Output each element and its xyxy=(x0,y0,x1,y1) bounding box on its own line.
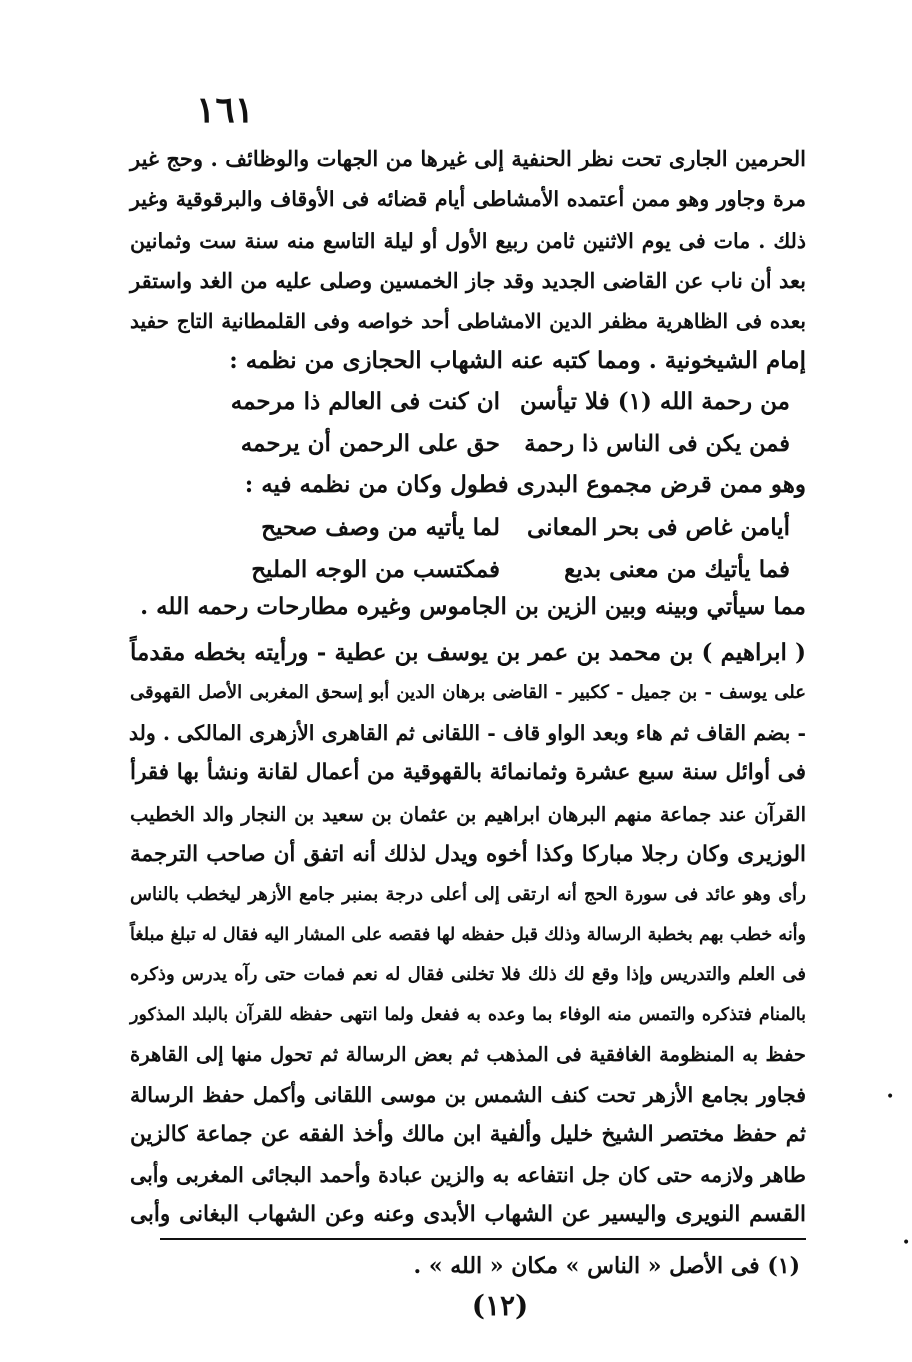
margin-speck-mark: • xyxy=(902,1235,911,1251)
entry-heading-line: ( ابراهيم ) بن محمد بن عمر بن يوسف بن عطية - ورأيته بخطه مقدماً xyxy=(130,639,806,666)
text-line: ذلك . مات فى يوم الاثنين ثامن ربيع الأول أو ليلة التاسع منه سنة ست وثمانين xyxy=(130,229,806,253)
signature-number: (١٢) xyxy=(471,1289,529,1322)
text-line: وأنه خطب بهم بخطبة الرسالة وذلك قبل حفظه لها فقصه على المشار اليه فقال له تبلغ مبلغاً xyxy=(130,925,806,945)
text-line: بعد أن ناب عن القاضى الجديد وقد جاز الخمسين وصلى عليه من الغد واستقر xyxy=(130,268,806,293)
text-line: ثم حفظ مختصر الشيخ خليل وألفية ابن مالك وأخذ الفقه عن جماعة كالزين xyxy=(130,1122,806,1147)
verse-second-hemistich: ان كنت فى العالم ذا مرحمه xyxy=(230,388,500,415)
verse-second-hemistich: حق على الرحمن أن يرحمه xyxy=(240,430,500,457)
text-line: وهو ممن قرض مجموع البدرى فطول وكان من نظمه فيه : xyxy=(244,471,806,498)
text-line: بالمنام فتذكره والتمس منه الوفاء بما وعده به ففعل ولما انتهى حفظه للقرآن بالبلد المذكور xyxy=(130,1005,806,1025)
verse-first-hemistich: فما يأتيك من معنى بديع xyxy=(564,556,790,583)
verse-second-hemistich: فمكتسب من الوجه المليح xyxy=(251,556,500,583)
text-line: الحرمين الجارى تحت نظر الحنفية إلى غيرها من الجهات والوظائف . وحج غير xyxy=(130,146,806,171)
text-line: القرآن عند جماعة منهم البرهان ابراهيم بن عثمان بن سعيد بن النجار والد الخطيب xyxy=(130,803,806,826)
text-line: فى العلم والتدريس وإذا وقع لك ذلك فلا تخلنى فقال له نعم فمات حتى رآه يدرس وذكره xyxy=(130,964,806,985)
text-line: الوزيرى وكان رجلا مباركا وكذا أخوه ويدل لذلك أنه اتفق أن صاحب الترجمة xyxy=(130,842,806,867)
verse-first-hemistich: من رحمة الله (١) فلا تيأسن xyxy=(519,388,790,415)
text-line: إمام الشيخونية . ومما كتبه عنه الشهاب الحجازى من نظمه : xyxy=(229,347,806,374)
text-line: طاهر ولازمه حتى كان جل انتفاعه به والزين عبادة وأحمد البجائى المغربى وأبى xyxy=(130,1163,806,1187)
margin-speck-mark: • xyxy=(886,1089,895,1105)
verse-row xyxy=(230,382,790,422)
verse-first-hemistich: فمن يكن فى الناس ذا رحمة xyxy=(524,431,790,457)
verse-row xyxy=(230,508,790,548)
verse-row xyxy=(230,424,790,464)
text-line: القسم النويرى واليسير عن الشهاب الأبدى وعنه وعن الشهاب البغانى وأبى xyxy=(130,1202,806,1227)
text-line: على يوسف - بن جميل - ككبير - القاضى برهان الدين أبو إسحق المغربى الأصل القهوقى xyxy=(130,682,806,703)
text-line: فى أوائل سنة سبع عشرة وثمانمائة بالقهوقية من أعمال لقانة ونشأ بها فقرأ xyxy=(130,760,806,785)
footnote-rule xyxy=(160,1238,806,1240)
text-line: رأى وهو عائد فى سورة الحج أنه ارتقى إلى أعلى درجة بمنبر جامع الأزهر ليخطب بالناس xyxy=(130,884,806,905)
text-line: حفظ به المنظومة الغافقية فى المذهب ثم بعض الرسالة ثم تحول منها إلى القاهرة xyxy=(130,1043,806,1066)
text-line: - بضم القاف ثم هاء وبعد الواو قاف - اللقانى ثم القاهرى الأزهرى المالكى . ولد xyxy=(128,721,806,745)
text-line: مرة وجاور وهو ممن أعتمده الأمشاطى أيام قضائه فى الأوقاف والبرقوقية وغير xyxy=(130,187,806,211)
verse-second-hemistich: لما يأتيه من وصف صحيح xyxy=(261,514,500,541)
page-number: ١٦١ xyxy=(196,89,255,131)
text-line: بعده فى الظاهرية مظفر الدين الامشاطى أحد خواصه وفى القلمطانية التاج حفيد xyxy=(130,309,807,333)
text-line: مما سيأتي وبينه وبين الزين بن الجاموس وغيره مطارحات رحمه الله . xyxy=(140,593,806,620)
verse-first-hemistich: أيامن غاص فى بحر المعانى xyxy=(527,514,790,541)
text-line: فجاور بجامع الأزهر تحت كنف الشمس بن موسى اللقانى وأكمل حفظ الرسالة xyxy=(130,1083,806,1107)
verse-row xyxy=(230,550,790,590)
footnote: (١) فى الأصل « الناس » مكان « الله » . xyxy=(413,1253,800,1279)
